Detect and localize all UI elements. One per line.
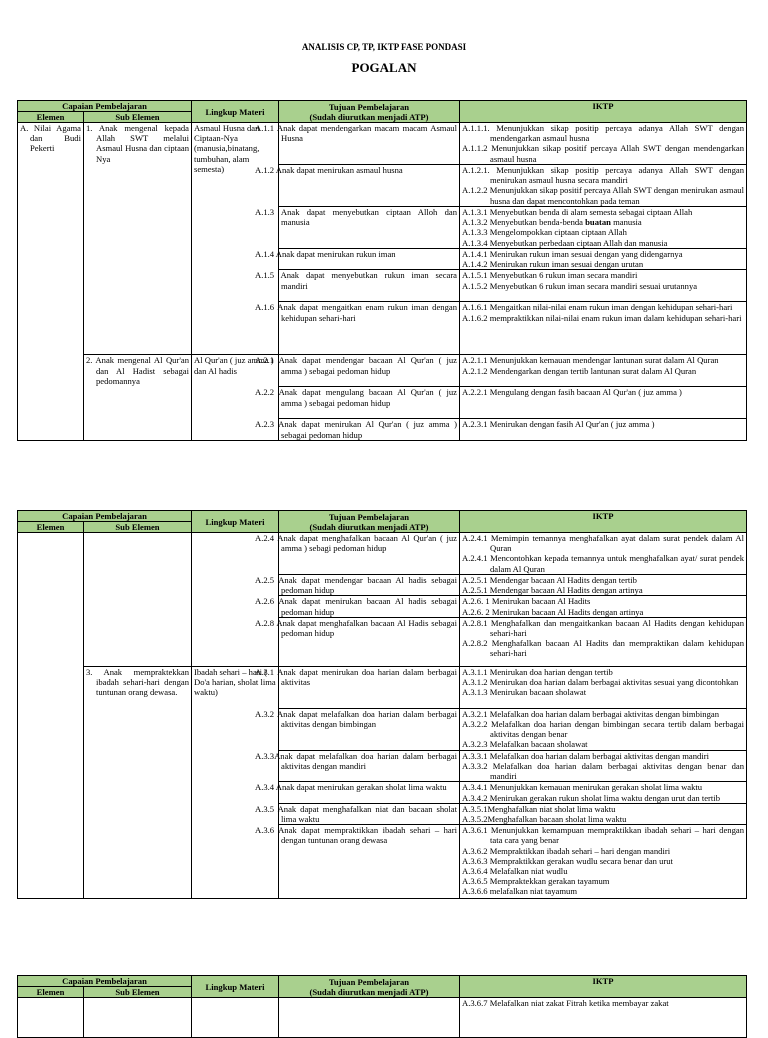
document-title: ANALISIS CP, TP, IKTP FASE PONDASI [301,42,467,52]
iktp-item: A.3.6.1 Menunjukkan kemampuan mempraktikkan ibadah sehari – hari dengan tata cara yang benar [462,825,744,846]
iktp-item: A.2.3.1 Menirukan dengan fasih Al Qur'an ( juz amma ) [462,419,655,430]
iktp-item: A.1.4.2 Menirukan rukun iman sesuai dengan urutan [462,259,644,270]
header-iktp: IKTP [460,511,747,533]
iktp-item: A.1.3.2 Menyebutkan benda-benda buatan manusia [462,217,642,228]
header-tujuan-line1: Tujuan Pembelajaran [328,101,410,112]
iktp-cell [460,387,747,419]
header-lingkup: Lingkup Materi [192,511,279,533]
header-tujuan-line1: Tujuan Pembelajaran [328,511,410,522]
iktp-cell [460,270,747,302]
iktp-item: A.1.6.2 mempraktikkan nilai-nilai enam rukun iman dalam kehidupan sehari-hari [462,312,742,323]
lingkup-cell: Asmaul Husna dan Ciptaan-Nya (manusia,binatang, tumbuhan, alam semesta) [192,123,279,355]
iktp-item: A.1.2.1. Menunjukkan sikap positip percaya adanya Allah SWT dengan menirukan asmaul husna secara mandiri [462,165,744,186]
header-tujuan-line2: (Sudah diurutkan menjadi ATP) [309,986,429,997]
header-tujuan-line2: (Sudah diurutkan menjadi ATP) [309,521,429,532]
iktp-item: A.2.4.1 Memimpin temannya menghafalkan ayat dalam surat pendek dalam Al Quran [462,533,744,554]
iktp-item: A.1.2.2 Menunjukkan sikap positif percaya Allah SWT dengan menirukan asmaul husna dan dapat mencontohkan pada teman [462,185,744,206]
iktp-cell [460,825,747,899]
iktp-item: A.1.5.2 Menyebutkan 6 rukun iman secara mandiri sesuai urutannya [462,280,698,291]
iktp-item: A.1.5.1 Menyebutkan 6 rukun iman secara mandiri [462,270,638,281]
tp-cell: A.2.4 Anak dapat menghafalkan bacaan Al Qur'an ( juz amma ) sebagi pedoman hidup [279,533,460,575]
iktp-item: A.2.6. 1 Menirukan bacaan Al Hadits [462,596,591,607]
iktp-item: A.3.6.4 Melafalkan niat wudlu [462,866,568,877]
sub-elemen-cell: 3. Anak mempraktekkan ibadah sehari-hari dengan tuntunan orang dewasa. [84,666,192,898]
header-lingkup: Lingkup Materi [192,976,279,998]
header-capaian: Capaian Pembelajaran [18,511,192,522]
header-iktp: IKTP [460,101,747,123]
header-elemen: Elemen [18,522,84,533]
iktp-item: A.3.6.2 Mempraktikkan ibadah sehari – hari dengan mandiri [462,845,671,856]
tp-cell: A.2.3 Anak dapat menirukan Al Qur'an ( juz amma ) sebagai pedoman hidup [279,419,460,440]
document-subtitle: POGALAN [351,60,417,75]
iktp-cell [460,249,747,270]
iktp-cell [460,708,747,750]
iktp-emphasis: buatan [585,217,611,228]
header-sub-elemen: Sub Elemen [84,987,192,998]
iktp-item: A.2.4.1 Mencontohkan kepada temannya untuk menghafalkan ayat/ surat pendek dalam Al Quran [462,553,744,574]
tp-cell: A.1.2 Anak dapat menirukan asmaul husna [279,165,460,207]
iktp-item: A.2.8.1 Menghafalkan dan mengaitkankan bacaan Al Hadits dengan kehidupan sehari-hari [462,617,744,639]
iktp-item: A.1.1.1. Menunjukkan sikap positip percaya adanya Allah SWT dengan mendengarkan asmaul husna [462,123,744,144]
tp-cell [279,998,460,1038]
header-lingkup: Lingkup Materi [192,101,279,123]
iktp-cell [460,419,747,440]
tp-cell: A.2.1 Anak dapat mendengar bacaan Al Qur'an ( juz amma ) sebagai pedoman hidup [279,355,460,387]
iktp-item: A.3.6.7 Melafalkan niat zakat Fitrah ketika membayar zakat [462,998,669,1008]
header-capaian: Capaian Pembelajaran [18,101,192,112]
iktp-cell [460,666,747,708]
tp-cell: A.2.6 Anak dapat menirukan bacaan Al hadis sebagai pedoman hidup [279,596,460,617]
iktp-item: A.3.2.1 Melafalkan doa harian dalam berbagai aktivitas dengan bimbingan [462,708,720,719]
iktp-item: A.3.1.2 Menirukan doa harian dalam berbagai aktivitas sesuai yang dicontohkan [462,677,739,688]
iktp-cell [460,803,747,824]
iktp-cell [460,750,747,782]
header-sub-elemen: Sub Elemen [84,112,192,123]
lingkup-cell: Al Qur'an ( juz amma ) dan Al hadis [192,355,279,440]
header-tujuan-line1: Tujuan Pembelajaran [328,976,410,987]
header-tujuan-line2: (Sudah diurutkan menjadi ATP) [309,111,429,122]
iktp-cell [460,123,747,165]
sub-elemen-cell [84,998,192,1038]
iktp-cell [460,207,747,249]
tp-cell: A.3.6 Anak dapat mempraktikkan ibadah sehari – hari dengan tuntunan orang dewasa [279,825,460,899]
header-elemen: Elemen [18,112,84,123]
iktp-cell [460,165,747,207]
elemen-cell [18,998,84,1038]
sub-elemen-cell [84,533,192,667]
iktp-item: A.3.5.2Menghafalkan bacaan sholat lima waktu [462,814,627,825]
tp-cell: A.2.5 Anak dapat mendengar bacaan Al hadis sebagai pedoman hidup [279,575,460,596]
iktp-item: A.3.3.1 Melafalkan doa harian dalam berbagai aktivitas dengan mandiri [462,750,709,761]
tp-cell: A.3.2 Anak dapat melafalkan doa harian dalam berbagai aktivitas dengan bimbingan [279,708,460,750]
header-tujuan [279,976,460,998]
iktp-item: A.3.6.5 Mempraktekkan gerakan tayamum [462,876,610,887]
iktp-item: A.1.6.1 Mengaitkan nilai-nilai enam rukun iman dengan kehidupan sehari-hari [462,302,733,313]
iktp-item: A.2.2.1 Mengulang dengan fasih bacaan Al Qur'an ( juz amma ) [462,387,682,398]
tp-cell: A.2.2 Anak dapat mengulang bacaan Al Qur'an ( juz amma ) sebagai pedoman hidup [279,387,460,419]
iktp-item: A.3.2.3 Melafalkan bacaan sholawat [462,739,588,750]
iktp-item: A.3.6.6 melafalkan niat tayamum [462,886,578,897]
iktp-item: A.1.1.2 Menunjukkan sikap positif percaya Allah SWT dengan mendengarkan asmaul husna [462,143,744,164]
iktp-item: A.3.1.1 Menirukan doa harian dengan tertib [462,666,613,677]
elemen-cell: A. Nilai Agama dan Budi Pekerti [18,123,84,441]
tp-cell: A.3.1 Anak dapat menirukan doa harian dalam berbagai aktivitas [279,666,460,708]
tp-cell: A.1.4 Anak dapat menirukan rukun iman [279,249,460,270]
iktp-cell [460,533,747,575]
tp-cell: A.3.5 Anak dapat menghafalkan niat dan bacaan sholat lima waktu [279,803,460,824]
iktp-cell [460,782,747,803]
header-iktp: IKTP [460,976,747,998]
lingkup-cell [192,998,279,1038]
iktp-item: A.1.3.4 Menyebutkan perbedaan ciptaan Allah dan manusia [462,237,668,248]
iktp-cell [460,998,747,1038]
atp-table-1 [17,100,747,441]
elemen-cell [18,533,84,899]
iktp-cell [460,302,747,355]
header-tujuan [279,511,460,533]
header-tujuan [279,101,460,123]
iktp-item: A.3.5.1Menghafalkan niat sholat lima waktu [462,803,616,814]
header-sub-elemen: Sub Elemen [84,522,192,533]
tp-cell: A.1.5 Anak dapat menyebutkan rukun iman secara mandiri [279,270,460,302]
tp-cell: A.3.3Anak dapat melafalkan doa harian dalam berbagai aktivitas dengan mandiri [279,750,460,782]
tp-cell: A.3.4 Anak dapat menirukan gerakan sholat lima waktu [279,782,460,803]
iktp-cell [460,617,747,666]
iktp-item: A.2.6. 2 Menirukan bacaan Al Hadits dengan artinya [462,606,644,617]
iktp-item: A.3.2.2 Melafalkan doa harian dengan bimbingan secara tertib dalam berbagai aktivitas dengan benar [462,719,744,740]
iktp-cell [460,596,747,617]
iktp-item: A.2.1.1 Menunjukkan kemauan mendengar lantunan surat dalam Al Quran [462,355,719,366]
iktp-item: A.3.6.3 Mempraktikkan gerakan wudlu secara benar dan urut [462,855,673,866]
iktp-item: A.1.3.1 Menyebutkan benda di alam semesta sebagai ciptaan Allah [462,207,693,217]
iktp-item: A.3.4.1 Menunjukkan kemauan menirukan gerakan sholat lima waktu [462,782,703,793]
header-elemen: Elemen [18,987,84,998]
iktp-item: A.2.1.2 Mendengarkan dengan tertib lantunan surat dalam Al Quran [462,365,697,376]
tp-cell: A.1.1 Anak dapat mendengarkan macam macam Asmaul Husna [279,123,460,165]
iktp-item: A.2.5.1 Mendengar bacaan Al Hadits dengan artinya [462,585,643,596]
lingkup-cell: Ibadah sehari – hari ( Do'a harian, sholat lima waktu) [192,666,279,898]
iktp-item: A.1.4.1 Menirukan rukun iman sesuai dengan yang didengarnya [462,249,683,259]
atp-table-3 [17,975,747,1038]
iktp-item: A.3.4.2 Menirukan gerakan rukun sholat lima waktu dengan urut dan tertib [462,792,720,803]
iktp-item: A.3.1.3 Menirukan bacaan sholawat [462,687,587,698]
atp-table-2 [17,510,747,899]
iktp-item: A.3.3.2 Melafalkan doa harian dalam berbagai aktivitas dengan benar dan mandiri [462,761,744,782]
tp-cell: A.2.8 Anak dapat menghafalkan bacaan Al Hadis sebagai pedoman hidup [279,617,460,666]
tp-cell: A.1.6 Anak dapat mengaitkan enam rukun iman dengan kehidupan sehari-hari [279,302,460,355]
sub-elemen-cell: 2. Anak mengenal Al Qur'an dan Al Hadist sebagai pedomannya [84,355,192,440]
iktp-cell [460,575,747,596]
iktp-item: A.2.5.1 Mendengar bacaan Al Hadits dengan tertib [462,575,637,585]
tp-cell: A.1.3 Anak dapat menyebutkan ciptaan Alloh dan manusia [279,207,460,249]
iktp-cell [460,355,747,387]
iktp-item: A.1.3.3 Mengelompokkan ciptaan ciptaan Allah [462,227,627,238]
iktp-item: A.2.8.2 Menghafalkan bacaan Al Hadits dan mempraktikan dalam kehidupan sehari-hari [462,638,744,659]
sub-elemen-cell: 1. Anak mengenal kepada Allah SWT melalui Asmaul Husna dan ciptaan Nya [84,123,192,355]
header-capaian: Capaian Pembelajaran [18,976,192,987]
